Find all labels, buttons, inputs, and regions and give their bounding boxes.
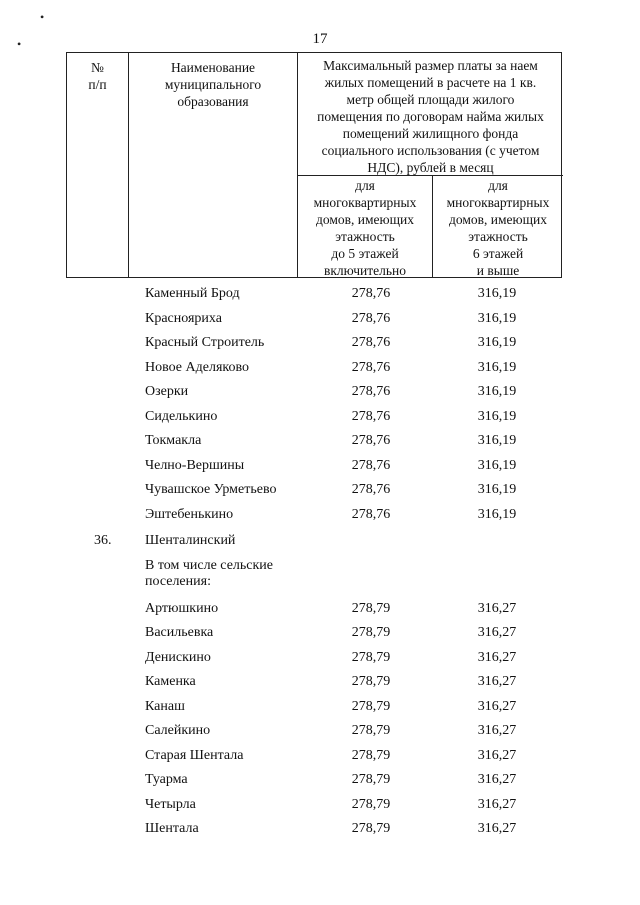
municipality-name: Денискино [145, 649, 211, 665]
municipality-name: Чувашское Урметьево [145, 482, 277, 497]
municipality-name: Каменка [145, 674, 196, 689]
rate-6-floors-plus: 316,27 [477, 747, 517, 763]
table-body [0, 282, 640, 842]
header-num-col: № п/п [88, 60, 107, 92]
rate-6-floors-plus: 316,19 [477, 335, 517, 350]
table-header [66, 52, 562, 278]
table-row [0, 529, 640, 554]
municipality-name: Эштебенькино [145, 506, 234, 522]
rate-up-to-5-floors: 278,79 [351, 600, 391, 616]
rate-up-to-5-floors: 278,76 [351, 457, 391, 473]
municipality-name: Салейкино [145, 723, 211, 738]
table-row [0, 793, 640, 818]
rate-6-floors-plus: 316,19 [477, 359, 517, 375]
table-row [0, 597, 640, 622]
table-row [0, 429, 640, 454]
rate-up-to-5-floors: 278,79 [351, 625, 391, 640]
scan-speck: • [17, 37, 22, 51]
rate-6-floors-plus: 316,27 [477, 649, 517, 665]
rate-up-to-5-floors: 278,79 [351, 796, 391, 812]
rate-up-to-5-floors: 278,79 [351, 674, 391, 689]
rate-6-floors-plus: 316,19 [477, 506, 517, 522]
rate-up-to-5-floors: 278,76 [351, 482, 391, 497]
municipality-name: Каменный Брод [145, 286, 240, 301]
table-row [0, 454, 640, 479]
table-row [0, 307, 640, 332]
rate-up-to-5-floors: 278,76 [351, 335, 391, 350]
rate-6-floors-plus: 316,19 [477, 408, 517, 424]
rate-up-to-5-floors: 278,76 [351, 286, 391, 301]
rate-6-floors-plus: 316,19 [477, 384, 517, 399]
municipality-name: Шентала [145, 821, 199, 836]
municipality-name: Канаш [145, 698, 185, 714]
table-row [0, 380, 640, 405]
rate-up-to-5-floors: 278,76 [351, 433, 391, 448]
rate-6-floors-plus: 316,27 [477, 698, 517, 714]
rate-6-floors-plus: 316,19 [477, 286, 517, 301]
table-row [0, 719, 640, 744]
municipality-name: Токмакла [145, 433, 202, 448]
municipality-name: Шенталинский [145, 533, 236, 548]
rate-6-floors-plus: 316,27 [477, 796, 517, 812]
table-row [0, 621, 640, 646]
row-number: 36. [94, 533, 112, 548]
municipality-name: Васильевка [145, 625, 214, 640]
scan-speck: • [40, 10, 45, 24]
rate-6-floors-plus: 316,27 [477, 821, 517, 836]
municipality-name: Старая Шентала [145, 747, 244, 763]
table-row [0, 356, 640, 381]
rate-6-floors-plus: 316,19 [477, 310, 517, 326]
rate-up-to-5-floors: 278,76 [351, 408, 391, 424]
rate-up-to-5-floors: 278,76 [351, 384, 391, 399]
municipality-name: Челно-Вершины [145, 457, 245, 473]
table-row [0, 503, 640, 528]
municipality-name: Туарма [145, 772, 188, 787]
header-subcol-up-to-5-floors: для многоквартирных домов, имеющих этажность до 5 этажей включительно [313, 178, 417, 278]
page-number: 17 [312, 31, 328, 47]
rate-6-floors-plus: 316,19 [477, 457, 517, 473]
table-row [0, 695, 640, 720]
rate-6-floors-plus: 316,27 [477, 723, 517, 738]
table-row [0, 768, 640, 793]
table-row [0, 282, 640, 307]
table-row [0, 670, 640, 695]
rate-6-floors-plus: 316,19 [477, 433, 517, 448]
rate-up-to-5-floors: 278,79 [351, 747, 391, 763]
header-name-col: Наименование муниципального образования [164, 60, 262, 109]
municipality-name: Краснояриха [145, 310, 222, 326]
table-row [0, 744, 640, 769]
rate-up-to-5-floors: 278,76 [351, 359, 391, 375]
header-subcol-6-floors-plus: для многоквартирных домов, имеющих этажность 6 этажей и выше [446, 178, 550, 278]
rate-6-floors-plus: 316,27 [477, 625, 517, 640]
municipality-name: Новое Аделяково [145, 359, 249, 375]
municipality-name: Озерки [145, 384, 189, 399]
table-row [0, 331, 640, 356]
table-row [0, 817, 640, 842]
rate-6-floors-plus: 316,19 [477, 482, 517, 497]
rate-up-to-5-floors: 278,79 [351, 723, 391, 738]
rate-up-to-5-floors: 278,79 [351, 772, 391, 787]
header-max-payment-col: Максимальный размер платы за наем жилых помещений в расчете на 1 кв. метр общей площади жилого помещения по договорам найма жилых помещений жилищного фонда социального использования (с учетом НДС), рублей в месяц [317, 58, 544, 175]
table-row [0, 554, 640, 597]
rate-up-to-5-floors: 278,79 [351, 821, 391, 836]
rate-up-to-5-floors: 278,79 [351, 649, 391, 665]
table-row [0, 478, 640, 503]
rate-up-to-5-floors: 278,79 [351, 698, 391, 714]
municipality-name: Четырла [145, 796, 196, 812]
table-row [0, 646, 640, 671]
table-row [0, 405, 640, 430]
municipality-name: Артюшкино [145, 600, 219, 616]
municipality-name: Красный Строитель [145, 335, 265, 350]
rate-6-floors-plus: 316,27 [477, 772, 517, 787]
rate-6-floors-plus: 316,27 [477, 674, 517, 689]
rate-up-to-5-floors: 278,76 [351, 310, 391, 326]
rate-up-to-5-floors: 278,76 [351, 506, 391, 522]
rate-6-floors-plus: 316,27 [477, 600, 517, 616]
municipality-name: В том числе сельские поселения: [145, 557, 274, 589]
municipality-name: Сиделькино [145, 408, 218, 424]
